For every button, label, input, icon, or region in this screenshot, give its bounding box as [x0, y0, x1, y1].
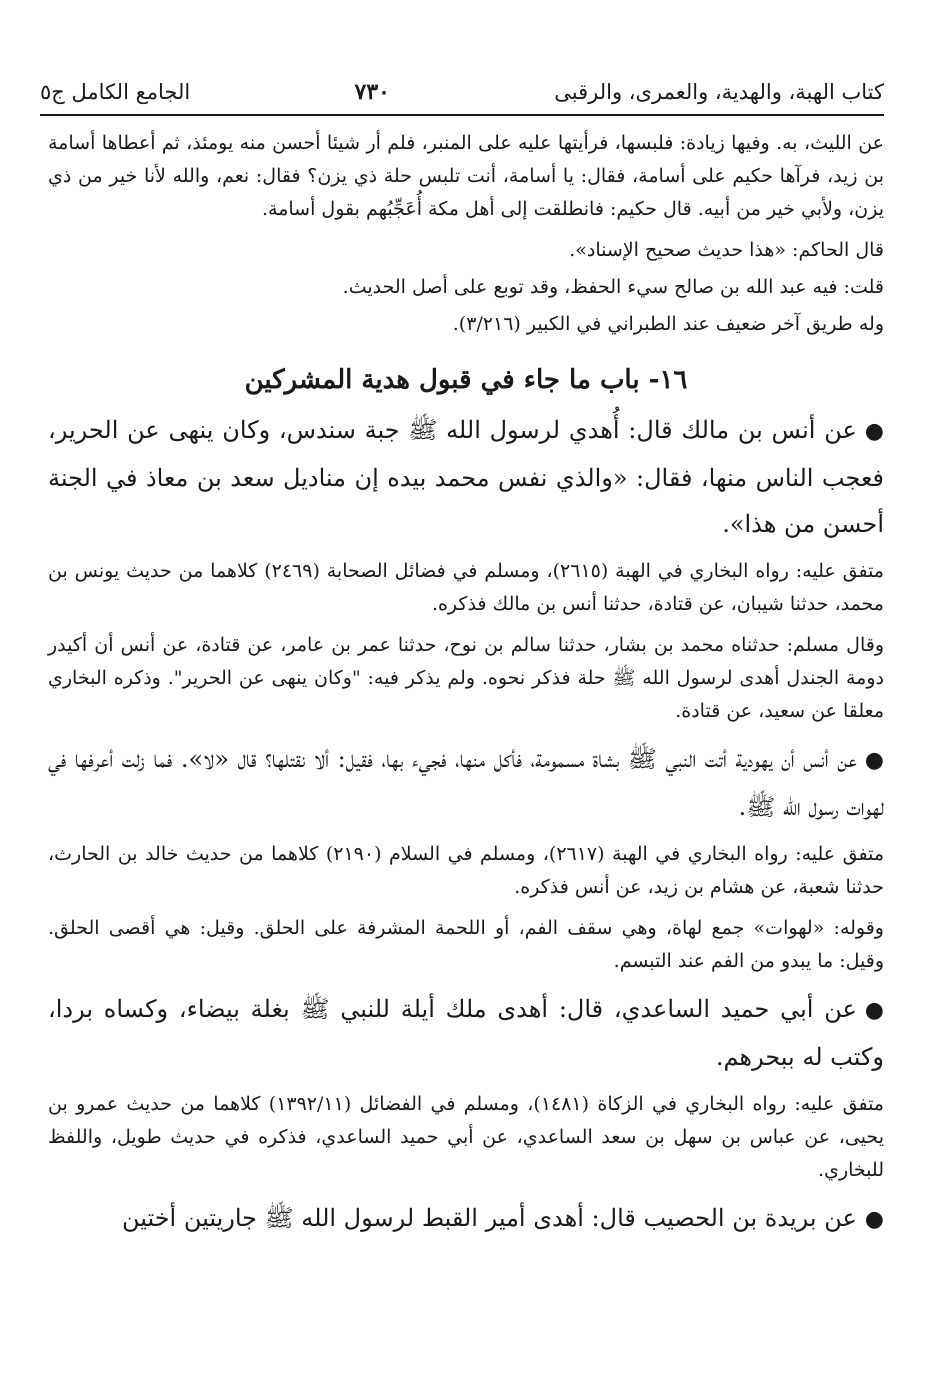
hadith-text: عن بريدة بن الحصيب قال: أهدى أمير القبط لرسول الله ﷺ جاريتين أختين — [121, 1204, 857, 1232]
bullet-icon: ● — [864, 419, 884, 444]
section-heading: ١٦- باب ما جاء في قبول هدية المشركين — [244, 365, 688, 395]
commentary-paragraph: وقوله: «لهوات» جمع لهاة، وهي سقف الفم، أو اللحمة المشرفة على الحلق. وقيل: هي أقصى الحلق. وقيل: ما يبدو من الفم عند التبسم. — [48, 917, 884, 972]
hadith-text: عن أنس بن مالك قال: أُهدي لرسول الله ﷺ جبة سندس، وكان ينهى عن الحرير، فعجب الناس منها، فقال: «والذي نفس محمد بيده إن مناديل سعد بن معاذ في الجنة أحسن من هذا». — [48, 416, 884, 538]
page-header — [40, 70, 884, 116]
bullet-icon: ● — [864, 748, 884, 773]
commentary-paragraph: متفق عليه: رواه البخاري في الزكاة (١٤٨١)، ومسلم في الفضائل (١٣٩٢/١١) كلاهما من حديث عمرو بن يحيى، عن عباس بن سهل بن سعد الساعدي، عن أبي حميد الساعدي، فذكره في حديث طويل، واللفظ للبخاري. — [48, 1093, 884, 1181]
hadith-text: عن أبي حميد الساعدي، قال: أهدى ملك أيلة للنبي ﷺ بغلة بيضاء، وكساه بردا، وكتب له ببحرهم. — [48, 995, 884, 1071]
hadith-text: عن أنس أن يهودية أتت النبي ﷺ بشاة مسمومة، فأكل منها، فجيء بها، فقيل: ألا نقتلها؟ قال «لا». فما زلت أعرفها في لهوات رسول الله ﷺ. — [48, 745, 884, 821]
book-title: الجامع الكامل ج٥ — [40, 80, 191, 104]
commentary-paragraph: متفق عليه: رواه البخاري في الهبة (٢٦١٥)، ومسلم في فضائل الصحابة (٢٤٦٩) كلاهما من حديث يونس بن محمد، حدثنا شيبان، عن قتادة، حدثنا أنس بن مالك فذكره. — [48, 560, 884, 615]
page-number: ٧٣٠ — [354, 79, 390, 105]
page-body — [48, 127, 884, 1243]
bullet-icon: ● — [864, 998, 884, 1023]
text-paragraph: وله طريق آخر ضعيف عند الطبراني في الكبير (٣/٢١٦). — [452, 313, 884, 335]
text-paragraph: عن الليث، به. وفيها زيادة: فلبسها، فرأيتها عليه على المنبر، فلم أر شيئا أحسن منه يومئذ، ثم أعطاها أسامة بن زيد، فرآها حكيم على أسامة، فقال: يا أسامة، أنت تلبس حلة ذي يزن؟ فقال: نعم، والله لأنا خير من ذي يزن، ولأبي خير من أبيه. قال حكيم: فانطلقت إلى أهل مكة أُعَجِّبُهم بقول أسامة. — [48, 132, 884, 220]
hadith-paragraph — [48, 1195, 884, 1243]
commentary-paragraph: متفق عليه: رواه البخاري في الهبة (٢٦١٧)، ومسلم في السلام (٢١٩٠) كلاهما من حديث خالد بن الحارث، حدثنا شعبة، عن هشام بن زيد، عن أنس فذكره. — [48, 843, 885, 898]
text-paragraph: قلت: فيه عبد الله بن صالح سيء الحفظ، وقد توبع على أصل الحديث. — [342, 276, 884, 298]
hadith-paragraph — [48, 407, 884, 547]
chapter-title: كتاب الهبة، والهدية، والعمرى، والرقبى — [554, 80, 884, 104]
commentary-paragraph: وقال مسلم: حدثناه محمد بن بشار، حدثنا سالم بن نوح، حدثنا عمر بن عامر، عن قتادة، عن أنس أن أكيدر دومة الجندل أهدى لرسول الله ﷺ حلة فذكر نحوه. ولم يذكر فيه: "وكان ينهى عن الحرير". وذكره البخاري معلقا عن سعيد، عن قتادة. — [48, 634, 884, 722]
hadith-paragraph — [48, 736, 884, 830]
hadith-paragraph — [48, 986, 884, 1080]
bullet-icon: ● — [864, 1207, 884, 1232]
text-paragraph: قال الحاكم: «هذا حديث صحيح الإسناد». — [569, 239, 884, 261]
